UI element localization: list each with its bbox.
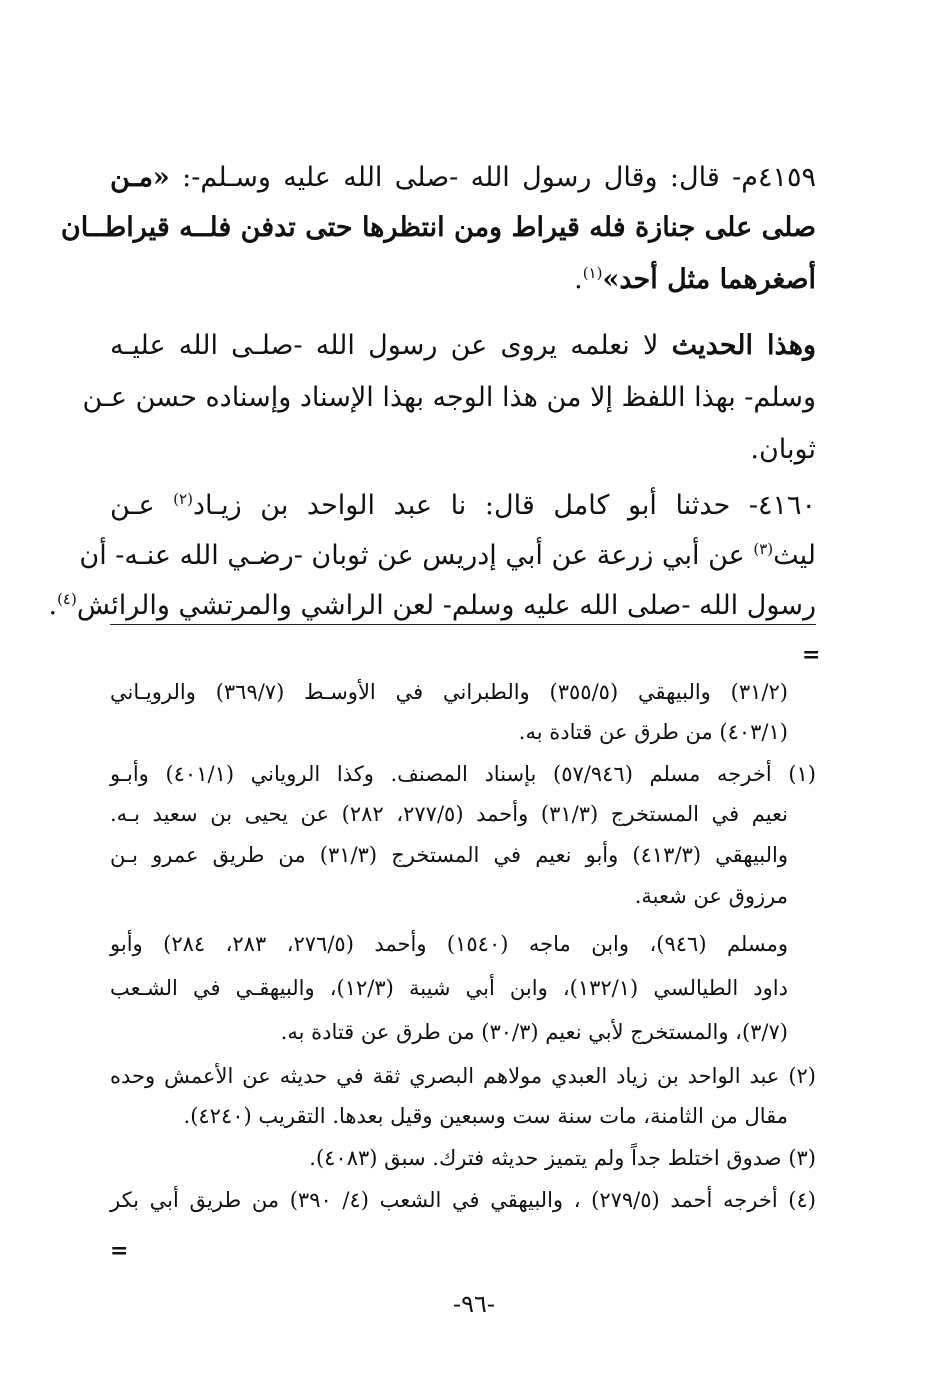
comment-line-3: ثوبان. bbox=[750, 434, 816, 465]
footnote-ref-2: (٢) bbox=[173, 490, 193, 508]
comment-line-1: وهذا الحديث لا نعلمه يروى عن رسول الله -صلـى الله عليـه bbox=[110, 330, 816, 361]
footnote-ref-1: (١) bbox=[582, 264, 603, 282]
hadith-4160-line-2: ليث$^{(٣)}$ عن أبي زرعة عن أبي إدريس عن ثوبان -رضـي الله عنـه- أن bbox=[79, 540, 816, 571]
continuation-mark-bottom: = bbox=[110, 1238, 129, 1264]
footnote-1-line-4: مرزوق عن شعبة. bbox=[634, 884, 788, 908]
footnote-1-line-5: ومسلم (٩٤٦)، وابن ماجه (١٥٤٠) وأحمد (٢٧٦/٥، ٢٨٣، ٢٨٤) وأبو bbox=[110, 932, 789, 956]
footnote-1-line-7: (٣/٧)، والمستخرج لأبي نعيم (٣٠/٣) من طرق عن قتادة به. bbox=[280, 1020, 788, 1044]
hadith-4159-line-3: أصغرهما مثل أحد»$^{(١)}$. bbox=[574, 264, 816, 295]
footnote-2-line-2: مقال من الثامنة، مات سنة ست وسبعين وقيل بعدها. التقريب (٤٢٤٠). bbox=[183, 1104, 788, 1128]
footnote-1-line-2: نعيم في المستخرج (٣١/٣) وأحمد (٢٧٧/٥، ٢٨٢) عن يحيى بن سعيد بـه. bbox=[110, 802, 789, 826]
footnote-divider bbox=[110, 624, 816, 625]
footnote-ref-4: (٤) bbox=[57, 590, 77, 608]
footnote-2-line-1: (٢) عبد الواحد بن زياد العبدي مولاهم البصري ثقة في حديثه عن الأعمش وحده bbox=[110, 1064, 816, 1088]
hadith-4159-line-2: صلى على جنازة فله قيراط ومن انتظرها حتى تدفن فلــه قيراطــان bbox=[60, 212, 816, 243]
footnote-continued-line-1: (٣١/٢) والبيهقي (٣٥٥/٥) والطبراني في الأوسـط (٣٦٩/٧) والرويـاني bbox=[110, 680, 788, 704]
footnote-continued-line-2: (٤٠٣/١) من طرق عن قتادة به. bbox=[518, 720, 788, 744]
page-number: -٩٦- bbox=[453, 1290, 495, 1318]
continuation-mark-top: = bbox=[802, 642, 821, 668]
hadith-4160-line-1: ٤١٦٠- حدثنا أبو كامل قال: نا عبد الواحد بن زيـاد$^{(٢)}$ عـن bbox=[110, 490, 816, 521]
footnote-1-line-3: والبيهقي (٤١٣/٣) وأبو نعيم في المستخرج (٣١/٣) من طريق عمرو بـن bbox=[110, 843, 788, 867]
hadith-4159-line-1: ٤١٥٩م- قال: وقال رسول الله -صلى الله عليه وسـلم-: «مـن bbox=[110, 162, 816, 193]
comment-line-2: وسلم- بهذا اللفظ إلا من هذا الوجه بهذا الإسناد وإسناده حسن عـن bbox=[82, 382, 816, 413]
footnote-1-line-6: داود الطيالسي (١٣٢/١)، وابن أبي شيبة (١٢/٣)، والبيهقـي في الشـعب bbox=[110, 976, 788, 1000]
footnote-4-line-1: (٤) أخرجه أحمد (٢٧٩/٥) ، والبيهقي في الشعب (٤/ ٣٩٠) من طريق أبي بكر bbox=[110, 1188, 816, 1212]
footnote-ref-3: (٣) bbox=[753, 540, 774, 558]
footnote-3-line-1: (٣) صدوق اختلط جداً ولم يتميز حديثه فترك. سبق (٤٠٨٣). bbox=[309, 1146, 816, 1170]
hadith-4160-line-3: رسول الله -صلى الله عليه وسلم- لعن الراشي والمرتشي والرائش$^{(٤)}$. bbox=[48, 590, 816, 621]
footnote-1-line-1: (١) أخرجه مسلم (٥٧/٩٤٦) بإسناد المصنف. وكذا الروياني (٤٠١/١) وأبـو bbox=[110, 762, 816, 786]
